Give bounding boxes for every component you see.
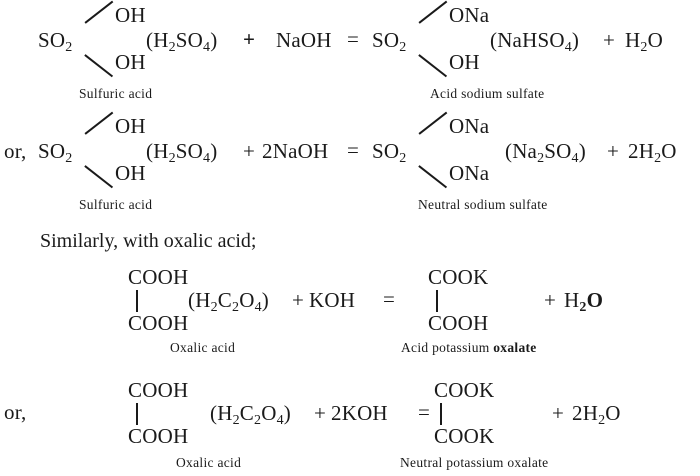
eq1-water: $H_2O$ bbox=[625, 28, 663, 55]
eq3-right-bottom-group: COOH bbox=[428, 311, 489, 335]
eq3-equals: = bbox=[383, 287, 396, 311]
eq1-right-top-group: ONa bbox=[449, 3, 490, 27]
eq4-left-bottom-group: COOH bbox=[128, 424, 189, 448]
eq2-right-caption: Neutral sodium sulfate bbox=[418, 197, 548, 212]
eq1-left-top-group: OH bbox=[115, 3, 146, 27]
bond-line-upper bbox=[85, 1, 114, 24]
eq3-right-bond-line bbox=[436, 290, 438, 312]
eq4-right-bottom-group: COOK bbox=[434, 424, 495, 448]
eq4-left-bond-line bbox=[136, 403, 138, 425]
eq2-right-top-group: ONa bbox=[449, 114, 490, 138]
eq4-prefix: or, bbox=[4, 400, 27, 424]
eq2-reagent: 2NaOH bbox=[262, 139, 329, 163]
eq3-plus-1: + bbox=[292, 288, 305, 312]
bond-line-lower bbox=[419, 54, 448, 77]
eq2-left-so2-label: $SO_2$ bbox=[38, 139, 73, 166]
similarly-prose-line: Similarly, with oxalic acid; bbox=[40, 230, 257, 252]
eq2-left-top-group: OH bbox=[115, 114, 146, 138]
bond-line-upper bbox=[419, 1, 448, 24]
eq4-right-top-group: COOK bbox=[434, 378, 495, 402]
bond-line-upper bbox=[419, 112, 448, 135]
eq1-left-so2-label: $SO_2$ bbox=[38, 28, 73, 55]
eq2-left-caption: Sulfuric acid bbox=[79, 197, 153, 212]
eq1-plus-1: + bbox=[243, 27, 256, 51]
eq2-right-bond-fork bbox=[419, 119, 453, 181]
eq1-left-core bbox=[38, 28, 72, 56]
bond-line-upper bbox=[85, 112, 114, 135]
eq2-equals: = bbox=[347, 138, 360, 162]
eq3-right-caption-emphasis: oxalate bbox=[493, 340, 537, 355]
eq1-left-bottom-group: OH bbox=[115, 50, 146, 74]
eq1-right-caption: Acid sodium sulfate bbox=[430, 86, 545, 101]
eq2-right-bottom-group: ONa bbox=[449, 161, 490, 185]
bond-line-lower bbox=[85, 165, 114, 188]
eq2-prefix: or, bbox=[4, 139, 27, 163]
bond-line-lower bbox=[419, 165, 448, 188]
eq1-reagent: NaOH bbox=[276, 28, 332, 52]
eq3-left-bond-line bbox=[136, 290, 138, 312]
bond-line-lower bbox=[85, 54, 114, 77]
eq3-left-caption: Oxalic acid bbox=[170, 340, 236, 355]
eq1-left-formula: $(H_2SO_4)$ bbox=[146, 28, 218, 55]
eq4-equals: = bbox=[418, 400, 431, 424]
eq3-reagent: KOH bbox=[309, 288, 356, 312]
eq1-left-caption: Sulfuric acid bbox=[79, 86, 153, 101]
eq4-right-caption: Neutral potassium oxalate bbox=[400, 455, 549, 470]
eq1-right-so2-label: $SO_2$ bbox=[372, 28, 407, 55]
eq1-left-bond-fork bbox=[85, 8, 119, 70]
eq4-left-formula: $(H_2C_2O_4)$ bbox=[210, 401, 291, 428]
eq4-reagent: 2KOH bbox=[331, 401, 388, 425]
eq2-left-bottom-group: OH bbox=[115, 161, 146, 185]
eq2-right-formula: $(Na_2SO_4)$ bbox=[505, 139, 586, 166]
eq3-left-formula: $(H_2C_2O_4)$ bbox=[188, 288, 269, 315]
eq3-right-top-group: COOK bbox=[428, 265, 489, 289]
eq4-right-bond-line bbox=[440, 403, 442, 425]
eq2-left-bond-fork bbox=[85, 119, 119, 181]
eq4-plus-2: + bbox=[552, 401, 565, 425]
eq2-left-formula: $(H_2SO_4)$ bbox=[146, 139, 218, 166]
eq1-right-bottom-group: OH bbox=[449, 50, 480, 74]
eq2-plus-1: + bbox=[243, 139, 256, 163]
eq3-left-bottom-group: COOH bbox=[128, 311, 189, 335]
eq1-equals: = bbox=[347, 27, 360, 51]
eq3-water: $H_2O$ bbox=[564, 288, 604, 315]
eq1-right-formula: (NaHSO$_4$) bbox=[490, 28, 580, 55]
eq1-plus-2: + bbox=[603, 28, 616, 52]
eq4-plus-1: + bbox=[314, 401, 327, 425]
eq2-water: $2H_2O$ bbox=[628, 139, 677, 166]
eq3-plus-2: + bbox=[544, 288, 557, 312]
eq3-left-top-group: COOH bbox=[128, 265, 189, 289]
eq1-right-bond-fork bbox=[419, 8, 453, 70]
eq4-water: $2H_2O$ bbox=[572, 401, 621, 428]
eq2-plus-2: + bbox=[607, 139, 620, 163]
eq4-left-caption: Oxalic acid bbox=[176, 455, 242, 470]
eq3-right-caption: Acid potassium oxalate bbox=[401, 340, 537, 355]
eq4-left-top-group: COOH bbox=[128, 378, 189, 402]
eq2-right-so2-label: $SO_2$ bbox=[372, 139, 407, 166]
